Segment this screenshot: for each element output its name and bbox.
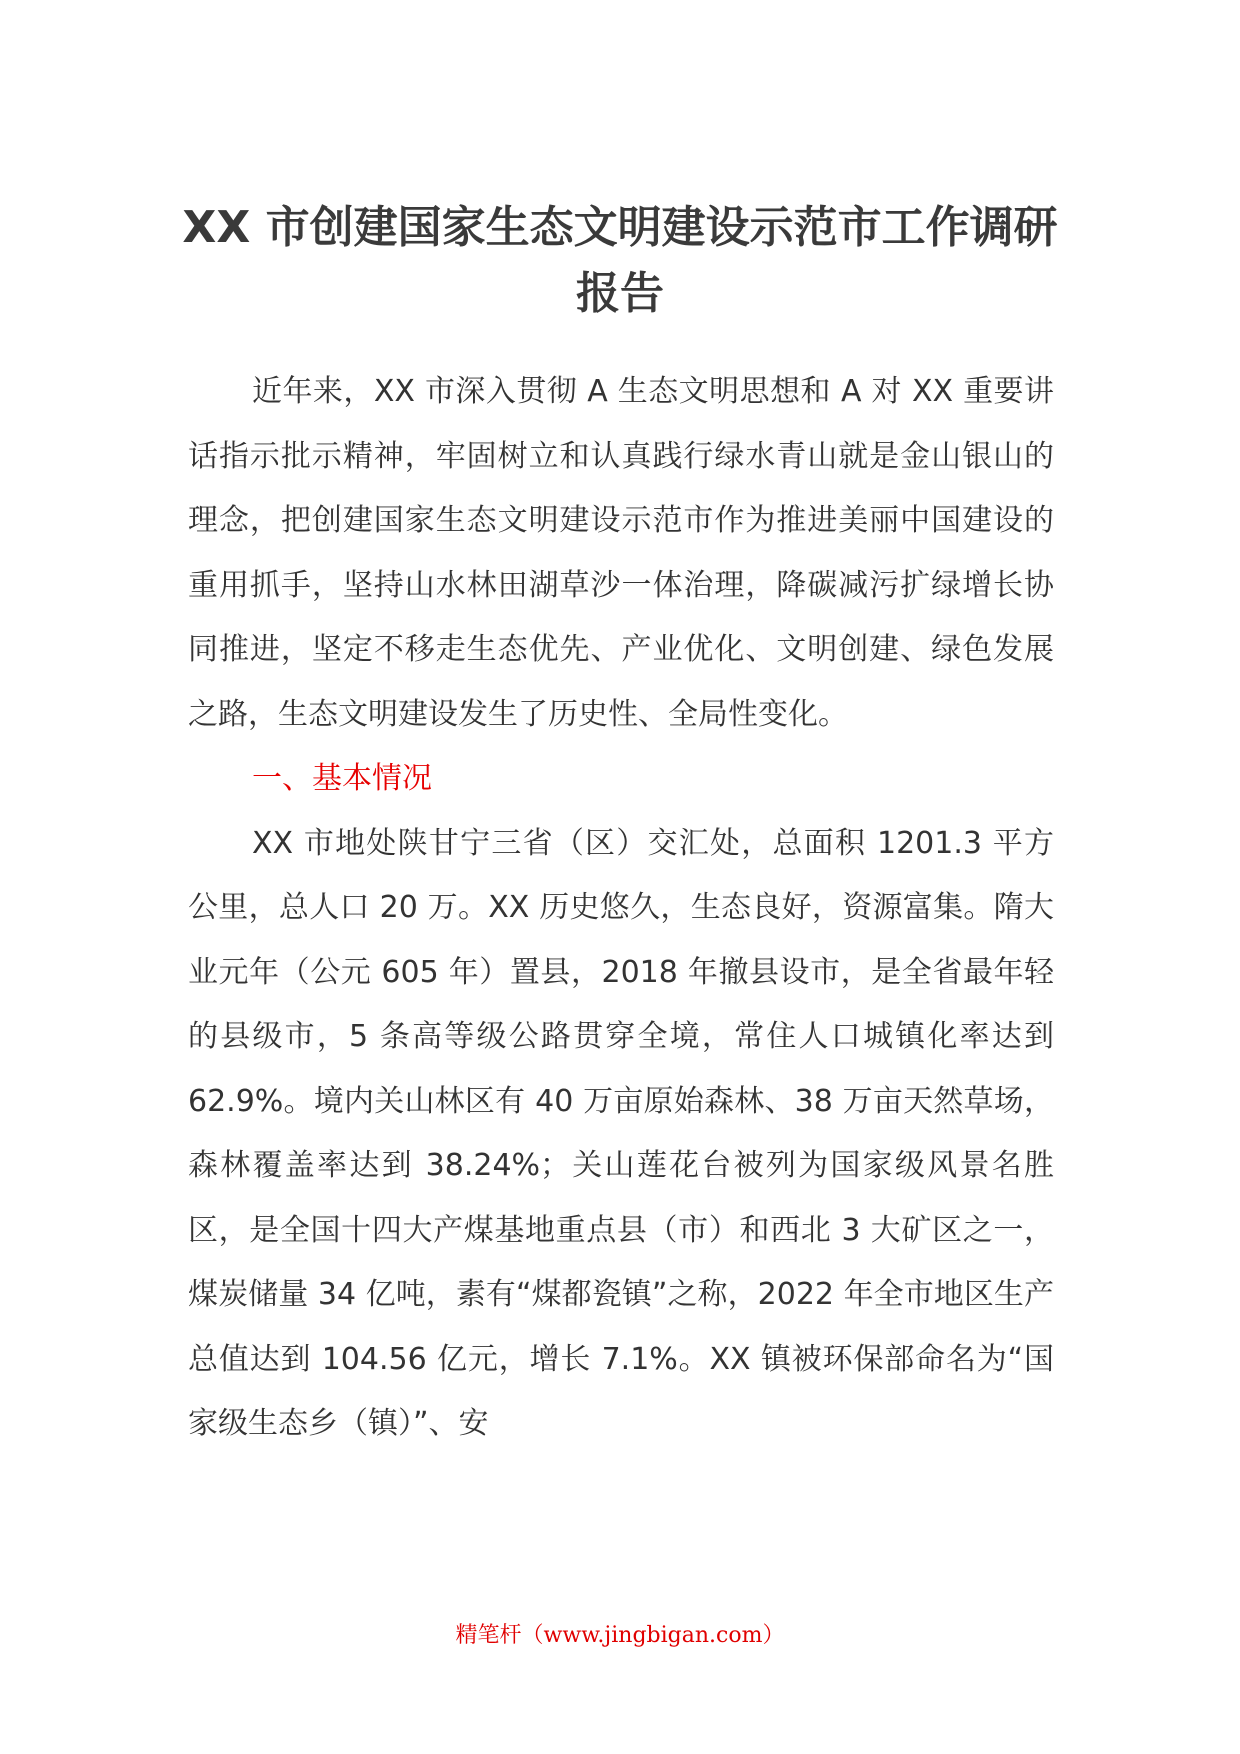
footer-watermark: 精笔杆（www.jingbigan.com） <box>455 1623 785 1648</box>
intro-paragraph: 近年来，XX 市深入贯彻 A 生态文明思想和 A 对 XX 重要讲话指示批示精神，牢固树立和认真践行绿水青山就是金山银山的理念，把创建国家生态文明建设示范市作为推进美丽中国建设的重用抓手，坚持山水林田湖草沙一体治理，降碳减污扩绿增长协同推进，坚定不移走生态优先、产业优化、文明创建、绿色发展之路，生态文明建设发生了历史性、全局性变化。 <box>188 374 1054 732</box>
document-body <box>188 360 1054 1457</box>
section-heading: 一、基本情况 <box>252 761 432 796</box>
section-paragraph: XX 市地处陕甘宁三省（区）交汇处，总面积 1201.3 平方公里，总人口 20 万。XX 历史悠久，生态良好，资源富集。隋大业元年（公元 605 年）置县，2018 年撤县设市，是全省最年轻的县级市，5 条高等级公路贯穿全境，常住人口城镇化率达到 62.9%。境内关山林区有 40 万亩原始森林、38 万亩天然草场，森林覆盖率达到 38.24%；关山莲花台被列为国家级风景名胜区，是全国十四大产煤基地重点县（市）和西北 3 大矿区之一，煤炭储量 34 亿吨，素有“煤都瓷镇”之称，2022 年全市地区生产总值达到 104.56 亿元，增长 7.1%。XX 镇被环保部命名为“国家级生态乡（镇）”、安 <box>188 825 1054 1441</box>
document-title: XX 市创建国家生态文明建设示范市工作调研报告 <box>182 202 1058 319</box>
